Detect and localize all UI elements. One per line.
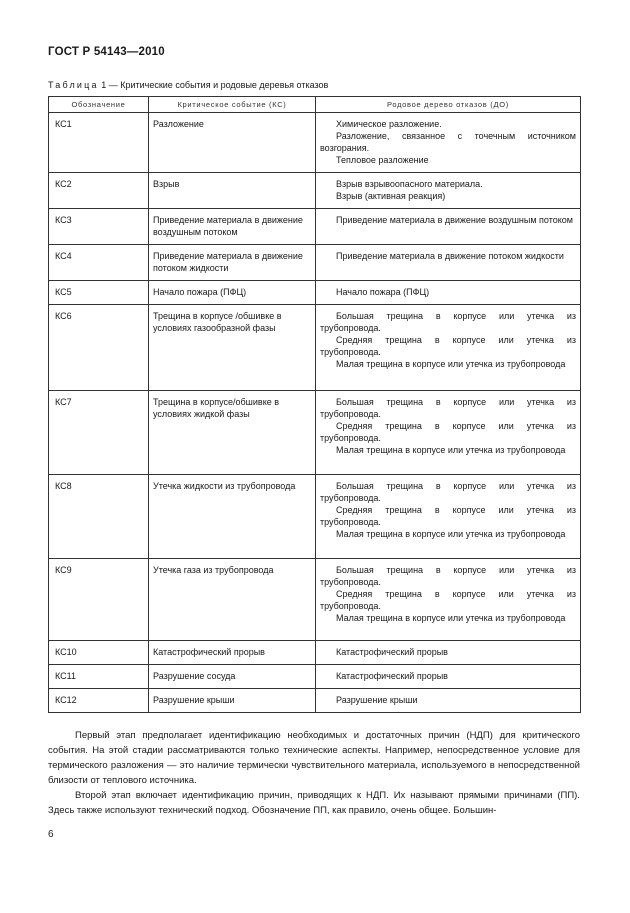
cell-code: КС8 bbox=[49, 475, 149, 559]
tree-line: Большая трещина в корпусе или утечка из трубопровода. bbox=[320, 481, 576, 503]
cell-code: КС11 bbox=[49, 665, 149, 689]
cell-event: Разрушение сосуда bbox=[149, 665, 316, 689]
table-row bbox=[49, 305, 581, 391]
cell-event: Утечка жидкости из трубопровода bbox=[149, 475, 316, 559]
cell-event: Приведение материала в движение потоком жидкости bbox=[149, 245, 316, 281]
tree-line: Взрыв (активная реакция) bbox=[336, 191, 446, 201]
tree-line: Средняя трещина в корпусе или утечка из трубопровода. bbox=[320, 421, 576, 443]
table-row bbox=[49, 689, 581, 713]
tree-line: Малая трещина в корпусе или утечка из трубопровода bbox=[336, 445, 566, 455]
tree-line: Катастрофический прорыв bbox=[336, 647, 448, 657]
cell-event: Взрыв bbox=[149, 173, 316, 209]
cell-code: КС6 bbox=[49, 305, 149, 391]
cell-code: КС12 bbox=[49, 689, 149, 713]
cell-event: Трещина в корпусе /обшивке в условиях газообразной фазы bbox=[149, 305, 316, 391]
table-row bbox=[49, 475, 581, 559]
cell-code: КС4 bbox=[49, 245, 149, 281]
tree-line: Малая трещина в корпусе или утечка из трубопровода bbox=[336, 529, 566, 539]
table-row bbox=[49, 665, 581, 689]
table-row bbox=[49, 113, 581, 173]
body-text bbox=[48, 728, 580, 818]
cell-event: Утечка газа из трубопровода bbox=[149, 559, 316, 641]
cell-tree bbox=[316, 281, 581, 305]
tree-line: Начало пожара (ПФЦ) bbox=[336, 287, 430, 297]
table-caption-text: 1 — Критические события и родовые деревья отказов bbox=[101, 80, 329, 90]
cell-tree bbox=[316, 305, 581, 391]
header-critical-event: Критическое событие (КС) bbox=[149, 97, 316, 113]
cell-tree bbox=[316, 113, 581, 173]
tree-line: Тепловое разложение bbox=[336, 155, 429, 165]
header-designation: Обозначение bbox=[49, 97, 149, 113]
table-header-row bbox=[49, 97, 581, 113]
header-fault-tree: Родовое дерево отказов (ДО) bbox=[316, 97, 581, 113]
tree-line: Катастрофический прорыв bbox=[336, 671, 448, 681]
table-caption-label: Таблица bbox=[48, 80, 99, 90]
tree-line: Малая трещина в корпусе или утечка из трубопровода bbox=[336, 613, 566, 623]
cell-tree bbox=[316, 559, 581, 641]
tree-line: Средняя трещина в корпусе или утечка из трубопровода. bbox=[320, 335, 576, 357]
cell-event: Разрушение крыши bbox=[149, 689, 316, 713]
cell-code: КС2 bbox=[49, 173, 149, 209]
cell-code: КС7 bbox=[49, 391, 149, 475]
cell-code: КС3 bbox=[49, 209, 149, 245]
tree-line: Химическое разложение. bbox=[336, 119, 442, 129]
tree-line: Взрыв взрывоопасного материала. bbox=[336, 179, 483, 189]
tree-line: Большая трещина в корпусе или утечка из трубопровода. bbox=[320, 565, 576, 587]
document-header: ГОСТ Р 54143—2010 bbox=[48, 46, 165, 58]
table-row bbox=[49, 173, 581, 209]
cell-event: Трещина в корпусе/обшивке в условиях жидкой фазы bbox=[149, 391, 316, 475]
page-number: 6 bbox=[48, 829, 54, 840]
cell-tree bbox=[316, 475, 581, 559]
table-row bbox=[49, 391, 581, 475]
table-caption bbox=[48, 80, 328, 90]
cell-code: КС5 bbox=[49, 281, 149, 305]
cell-code: КС1 bbox=[49, 113, 149, 173]
table-row bbox=[49, 281, 581, 305]
table-row bbox=[49, 559, 581, 641]
cell-code: КС9 bbox=[49, 559, 149, 641]
cell-tree bbox=[316, 689, 581, 713]
tree-line: Разложение, связанное с точечным источником возгорания. bbox=[320, 131, 576, 153]
tree-line: Средняя трещина в корпусе или утечка из трубопровода. bbox=[320, 589, 576, 611]
tree-line: Большая трещина в корпусе или утечка из трубопровода. bbox=[320, 311, 576, 333]
paragraph: Второй этап включает идентификацию причин, приводящих к НДП. Их называют прямыми причинами (ПП). Здесь также используют технический подход. Обозначение ПП, как правило, очень общее. Большин- bbox=[48, 790, 580, 816]
tree-line: Разрушение крыши bbox=[336, 695, 418, 705]
table-row bbox=[49, 641, 581, 665]
tree-line: Приведение материала в движение воздушным потоком bbox=[336, 215, 573, 225]
cell-code: КС10 bbox=[49, 641, 149, 665]
critical-events-table bbox=[48, 96, 581, 713]
cell-tree bbox=[316, 665, 581, 689]
cell-tree bbox=[316, 209, 581, 245]
cell-event: Приведение материала в движение воздушным потоком bbox=[149, 209, 316, 245]
cell-event: Разложение bbox=[149, 113, 316, 173]
table-row bbox=[49, 245, 581, 281]
tree-line: Большая трещина в корпусе или утечка из трубопровода. bbox=[320, 397, 576, 419]
cell-event: Катастрофический прорыв bbox=[149, 641, 316, 665]
tree-line: Малая трещина в корпусе или утечка из трубопровода bbox=[336, 359, 566, 369]
cell-tree bbox=[316, 173, 581, 209]
paragraph: Первый этап предполагает идентификацию необходимых и достаточных причин (НДП) для критического события. На этой стадии рассматриваются только технические аспекты. Например, непосредственное условие для термического разложения — это наличие термически чувствительного материала, используемого в непосредственной близости от теплового источника. bbox=[48, 730, 580, 786]
cell-tree bbox=[316, 641, 581, 665]
cell-event: Начало пожара (ПФЦ) bbox=[149, 281, 316, 305]
table-row bbox=[49, 209, 581, 245]
tree-line: Средняя трещина в корпусе или утечка из трубопровода. bbox=[320, 505, 576, 527]
cell-tree bbox=[316, 391, 581, 475]
tree-line: Приведение материала в движение потоком жидкости bbox=[336, 251, 564, 261]
cell-tree bbox=[316, 245, 581, 281]
